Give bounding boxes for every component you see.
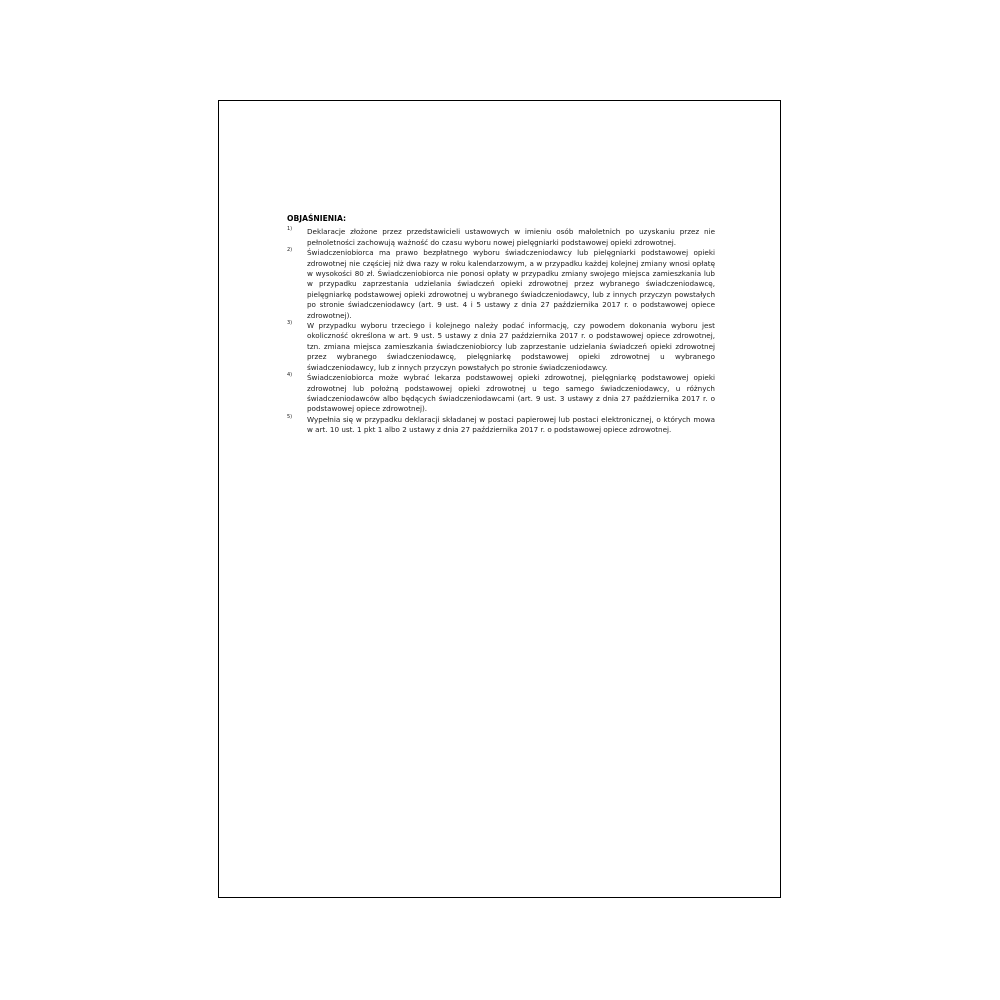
explanations-section — [287, 214, 715, 436]
footnote-number: 3) — [287, 320, 293, 327]
footnote-text: Wypełnia się w przypadku deklaracji składanej w postaci papierowej lub postaci elektronicznej, o których mowa w art. 10 ust. 1 pkt 1 albo 2 ustawy z dnia 27 października 2017 r. o podstawowej opiece zdrowotnej. — [307, 414, 715, 435]
footnote-text: Świadczeniobiorca ma prawo bezpłatnego wyboru świadczeniodawcy lub pielęgniarki podstawowej opieki zdrowotnej nie częściej niż dwa razy w roku kalendarzowym, a w przypadku każdej kolejnej zmiany wnosi opłatę w wysokości 80 zł. Świadczeniobiorca nie ponosi opłaty w przypadku zmiany swojego miejsca zamieszkania lub w przypadku zaprzestania udzielania świadczeń opieki zdrowotnej przez wybranego świadczeniodawcę, pielęgniarkę podstawowej opieki zdrowotnej u wybranego świadczeniodawcy, lub z innych przyczyn powstałych po stronie świadczeniodawcy (art. 9 ust. 4 i 5 ustawy z dnia 27 października 2017 r. o podstawowej opiece zdrowotnej). — [307, 248, 715, 320]
footnote-3 — [287, 321, 715, 373]
footnote-4 — [287, 373, 715, 415]
footnote-1 — [287, 227, 715, 248]
footnote-text: W przypadku wyboru trzeciego i kolejnego należy podać informację, czy powodem dokonania wyboru jest okoliczność określona w art. 9 ust. 5 ustawy z dnia 27 października 2017 r. o podstawowej opiece zdrowotnej, tzn. zmiana miejsca zamieszkania świadczeniobiorcy lub zaprzestanie udzielania świadczeń opieki zdrowotnej przez wybranego świadczeniodawcę, pielęgniarkę podstawowej opieki zdrowotnej u wybranego świadczeniodawcy, lub z innych przyczyn powstałych po stronie świadczeniodawcy. — [307, 321, 715, 372]
document-page — [218, 100, 781, 898]
footnote-text: Świadczeniobiorca może wybrać lekarza podstawowej opieki zdrowotnej, pielęgniarkę podstawowej opieki zdrowotnej lub położną podstawowej opieki zdrowotnej u tego samego świadczeniodawcy, u różnych świadczeniodawców albo będących świadczeniodawcami (art. 9 ust. 3 ustawy z dnia 27 października 2017 r. o podstawowej opiece zdrowotnej). — [307, 373, 715, 414]
footnote-number: 4) — [287, 372, 293, 379]
footnote-text: Deklaracje złożone przez przedstawicieli ustawowych w imieniu osób małoletnich po uzyskaniu przez nie pełnoletności zachowują ważność do czasu wyboru nowej pielęgniarki podstawowej opieki zdrowotnej. — [307, 227, 715, 247]
footnote-number: 1) — [287, 226, 293, 233]
footnote-number: 2) — [287, 247, 293, 254]
footnote-number: 5) — [287, 413, 293, 420]
footnote-2 — [287, 248, 715, 321]
footnote-5 — [287, 415, 715, 436]
explanations-heading: OBJAŚNIENIA: — [287, 214, 347, 223]
